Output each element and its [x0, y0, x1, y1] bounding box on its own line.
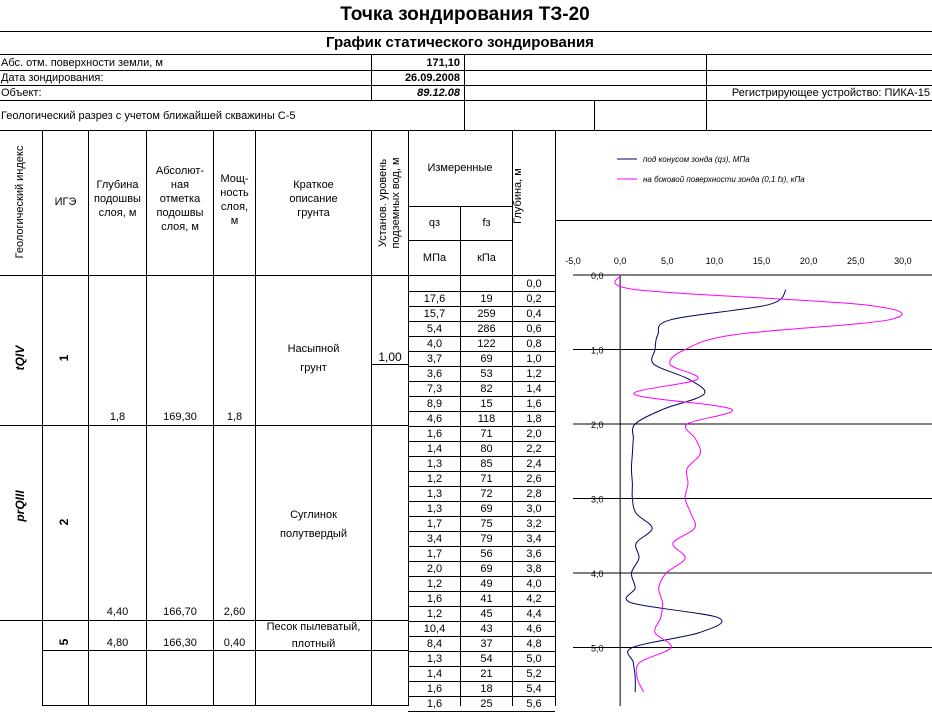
measurement-q: 1,3 [426, 458, 443, 470]
depth-layer-5: 4,80 [106, 637, 129, 649]
measurement-q: 1,6 [426, 593, 443, 605]
measurement-q: 1,6 [426, 683, 443, 695]
object-value: 89.12.08 [417, 87, 460, 99]
description-line: Насыпной [287, 343, 340, 355]
water-level-mark [372, 364, 408, 365]
measurement-f: 37 [480, 638, 493, 650]
measurement-f: 75 [480, 518, 493, 530]
geo-index-layer-1: tQIV [13, 345, 27, 371]
series-line-q [626, 290, 786, 692]
abs-mark-header-line: подошвы [156, 207, 204, 219]
measurement-f: 118 [477, 413, 496, 425]
section-label: Геологический разрез с учетом ближайшей скважины С-5 [1, 110, 296, 122]
measurement-q: 1,6 [426, 428, 443, 440]
depth-header-line: подошвы [94, 193, 141, 205]
device-label: Регистрирующее устройство: ПИКА-15 [731, 87, 930, 99]
measurement-f: 25 [480, 698, 493, 710]
measurement-q: 1,7 [426, 518, 443, 530]
measurement-q: 15,7 [423, 308, 446, 320]
measurement-q: 17,6 [423, 293, 446, 305]
measurement-q: 1,7 [426, 548, 443, 560]
measurement-f: 79 [480, 533, 493, 545]
abs-mark-header-line: ная [170, 179, 190, 191]
depth-layer-2: 4,40 [106, 606, 129, 618]
measurement-f: 21 [480, 668, 493, 680]
measurement-q: 1,3 [426, 503, 443, 515]
measurement-depth: 3,2 [526, 518, 542, 530]
abs-layer-1: 169,30 [163, 411, 197, 423]
rule [0, 275, 555, 276]
measurement-f: 41 [480, 593, 493, 605]
thickness-header-line: м [230, 215, 239, 227]
measurement-q: 3,7 [426, 353, 443, 365]
x-tick-label: 25,0 [846, 256, 865, 266]
abs-mark-header [147, 164, 213, 234]
measurement-q: 7,3 [426, 383, 443, 395]
abs-mark-header-line: отметка [159, 193, 201, 205]
measurement-f: 18 [480, 683, 493, 695]
description-header [256, 178, 371, 220]
rule [594, 100, 595, 130]
measurement-f: 286 [477, 323, 496, 335]
thickness-layer-2: 2,60 [223, 606, 246, 618]
water-header-line: подземных вод, м [390, 157, 402, 249]
depth-header [89, 178, 146, 220]
measurement-depth: 0,2 [526, 293, 542, 305]
measurement-f: 19 [480, 293, 493, 305]
thickness-header-line: ность [220, 187, 249, 199]
abs-mark-header-line: Абсолют- [155, 165, 205, 177]
x-tick-label: 0,0 [613, 256, 627, 266]
legend-label-q: под конусом зонда (qз), МПа [643, 155, 750, 164]
x-tick-label: 15,0 [752, 256, 771, 266]
measurement-depth: 2,4 [526, 458, 542, 470]
measurement-f: 53 [480, 368, 493, 380]
measurement-q: 1,4 [426, 443, 443, 455]
measurement-f: 69 [480, 503, 493, 515]
description-line: полутвердый [280, 528, 347, 540]
measurement-f: 69 [480, 353, 493, 365]
abs-elevation-label: Абс. отм. поверхности земли, м [1, 57, 163, 69]
measurement-f: 71 [480, 428, 493, 440]
measurement-q: 8,4 [426, 638, 443, 650]
measurement-f: 56 [480, 548, 493, 560]
thickness-layer-1: 1,8 [226, 411, 243, 423]
measurement-q: 3,6 [426, 368, 443, 380]
measurement-depth: 0,0 [526, 278, 542, 290]
x-tick-label: -5,0 [565, 256, 581, 266]
series-line-f [615, 275, 902, 692]
depth-header-line: слоя, м [98, 207, 137, 219]
geo-index-header: Геологический индекс [14, 145, 26, 259]
description-line: Суглинок [290, 509, 337, 521]
chart-subtitle: График статического зондирования [326, 34, 594, 51]
ige-layer-1: 1 [57, 354, 71, 362]
measurement-depth: 0,4 [526, 308, 542, 320]
date-label: Дата зондирования: [1, 72, 104, 84]
measurement-q: 1,2 [426, 578, 443, 590]
measurement-f: 71 [480, 473, 493, 485]
fz-unit: кПа [477, 252, 496, 264]
y-tick-label: 0,0 [591, 271, 604, 281]
measurement-depth: 2,6 [526, 473, 542, 485]
measurement-depth: 1,8 [526, 413, 542, 425]
y-tick-label: 4,0 [591, 569, 604, 579]
measurement-q: 4,0 [426, 338, 443, 350]
water-header-line: Установ. уровень [377, 158, 389, 248]
description-line: Песок пылеватый, [266, 621, 361, 633]
measurement-f: 85 [480, 458, 493, 470]
measured-header: Измеренные [427, 162, 493, 174]
measurement-depth: 3,0 [526, 503, 542, 515]
measurement-depth: 0,6 [526, 323, 542, 335]
page-title: Точка зондирования ТЗ-20 [340, 4, 590, 25]
measurement-f: 54 [480, 653, 493, 665]
measurement-depth: 4,4 [526, 608, 542, 620]
thickness-header-line: слоя, [220, 201, 249, 213]
measurement-q: 1,3 [426, 488, 443, 500]
fz-header: fз [482, 217, 491, 229]
legend-label-f: на боковой поверхности зонда (0,1 fз), кПа [643, 175, 805, 184]
qz-unit: МПа [422, 252, 447, 264]
measurement-f: 49 [480, 578, 493, 590]
measurement-q: 2,0 [426, 563, 443, 575]
qz-header: qз [428, 217, 441, 229]
object-label: Объект: [1, 87, 42, 99]
description-layer-5 [256, 619, 371, 653]
measurement-depth: 5,6 [526, 698, 542, 710]
description-header-line: Краткое [293, 179, 334, 191]
abs-layer-5: 166,30 [163, 637, 197, 649]
description-layer-1 [256, 340, 371, 378]
thickness-layer-5: 0,40 [223, 637, 246, 649]
measurement-depth: 3,8 [526, 563, 542, 575]
geo-index-layer-2: prQIII [13, 490, 27, 522]
measurement-q: 1,6 [426, 698, 443, 710]
measurement-depth: 4,2 [526, 593, 542, 605]
measurement-depth: 1,6 [526, 398, 542, 410]
ige-header: ИГЭ [54, 196, 77, 208]
measurement-depth: 1,0 [526, 353, 542, 365]
measurement-depth: 1,2 [526, 368, 542, 380]
measurement-f: 15 [480, 398, 493, 410]
measurement-q: 8,9 [426, 398, 443, 410]
description-line: грунт [300, 362, 327, 374]
measurement-q: 5,4 [426, 323, 443, 335]
measurement-q: 1,4 [426, 668, 443, 680]
abs-mark-header-line: слоя, м [161, 221, 199, 233]
measurement-q: 1,2 [426, 473, 443, 485]
rule [0, 100, 932, 101]
ige-layer-2: 2 [57, 518, 71, 526]
measurement-depth: 2,2 [526, 443, 542, 455]
rule [464, 54, 465, 130]
measurement-f: 69 [480, 563, 493, 575]
measurement-f: 122 [477, 338, 496, 350]
x-tick-label: 5,0 [660, 256, 674, 266]
measurement-depth: 4,0 [526, 578, 542, 590]
rule [0, 31, 932, 32]
rule [0, 70, 932, 71]
measurement-q: 4,6 [426, 413, 443, 425]
measurement-f: 80 [480, 443, 493, 455]
description-line: плотный [291, 638, 336, 650]
ige-layer-5: 5 [57, 638, 71, 646]
measurement-depth: 4,8 [526, 638, 542, 650]
abs-layer-2: 166,70 [163, 606, 197, 618]
thickness-header [214, 172, 255, 228]
measurement-depth: 5,2 [526, 668, 542, 680]
measurement-depth: 3,4 [526, 533, 542, 545]
measurement-f: 82 [480, 383, 493, 395]
measurement-f: 259 [477, 308, 496, 320]
x-tick-label: 30,0 [894, 256, 912, 266]
measurement-depth: 1,4 [526, 383, 542, 395]
description-header-line: грунта [297, 207, 330, 219]
date-value: 26.09.2008 [404, 72, 460, 84]
measurement-q: 10,4 [423, 623, 446, 635]
layer-boundary [0, 425, 408, 426]
measurement-depth: 2,0 [526, 428, 542, 440]
measurement-depth: 2,8 [526, 488, 542, 500]
depth-column-header: Глубина, м [512, 168, 524, 224]
y-tick-label: 3,0 [591, 494, 604, 505]
rule [0, 85, 932, 86]
water-level-value: 1,00 [378, 350, 402, 364]
measurement-depth: 5,0 [526, 653, 542, 665]
measurement-depth: 0,8 [526, 338, 542, 350]
measurement-depth: 4,6 [526, 623, 542, 635]
thickness-header-line: Мощ- [220, 173, 249, 185]
description-layer-2 [256, 506, 371, 544]
y-tick-label: 5,0 [591, 643, 604, 654]
measurement-f: 45 [480, 608, 493, 620]
depth-header-line: Глубина [96, 179, 139, 191]
measurement-q: 1,2 [426, 608, 443, 620]
x-tick-label: 20,0 [799, 256, 818, 266]
y-tick-label: 1,0 [591, 345, 604, 356]
measurement-depth: 3,6 [526, 548, 542, 560]
rule [0, 54, 932, 55]
measurement-f: 43 [480, 623, 493, 635]
depth-layer-1: 1,8 [109, 411, 126, 423]
abs-elevation-value: 171,10 [426, 57, 460, 69]
sounding-chart [555, 130, 932, 706]
y-tick-label: 2,0 [591, 420, 604, 430]
measurement-q: 1,3 [426, 653, 443, 665]
measurement-f: 72 [480, 488, 493, 500]
measurement-depth: 5,4 [526, 683, 542, 695]
x-tick-label: 10,0 [705, 256, 724, 266]
water-header [377, 133, 403, 273]
description-header-line: описание [289, 193, 338, 205]
measurement-q: 3,4 [426, 533, 443, 545]
